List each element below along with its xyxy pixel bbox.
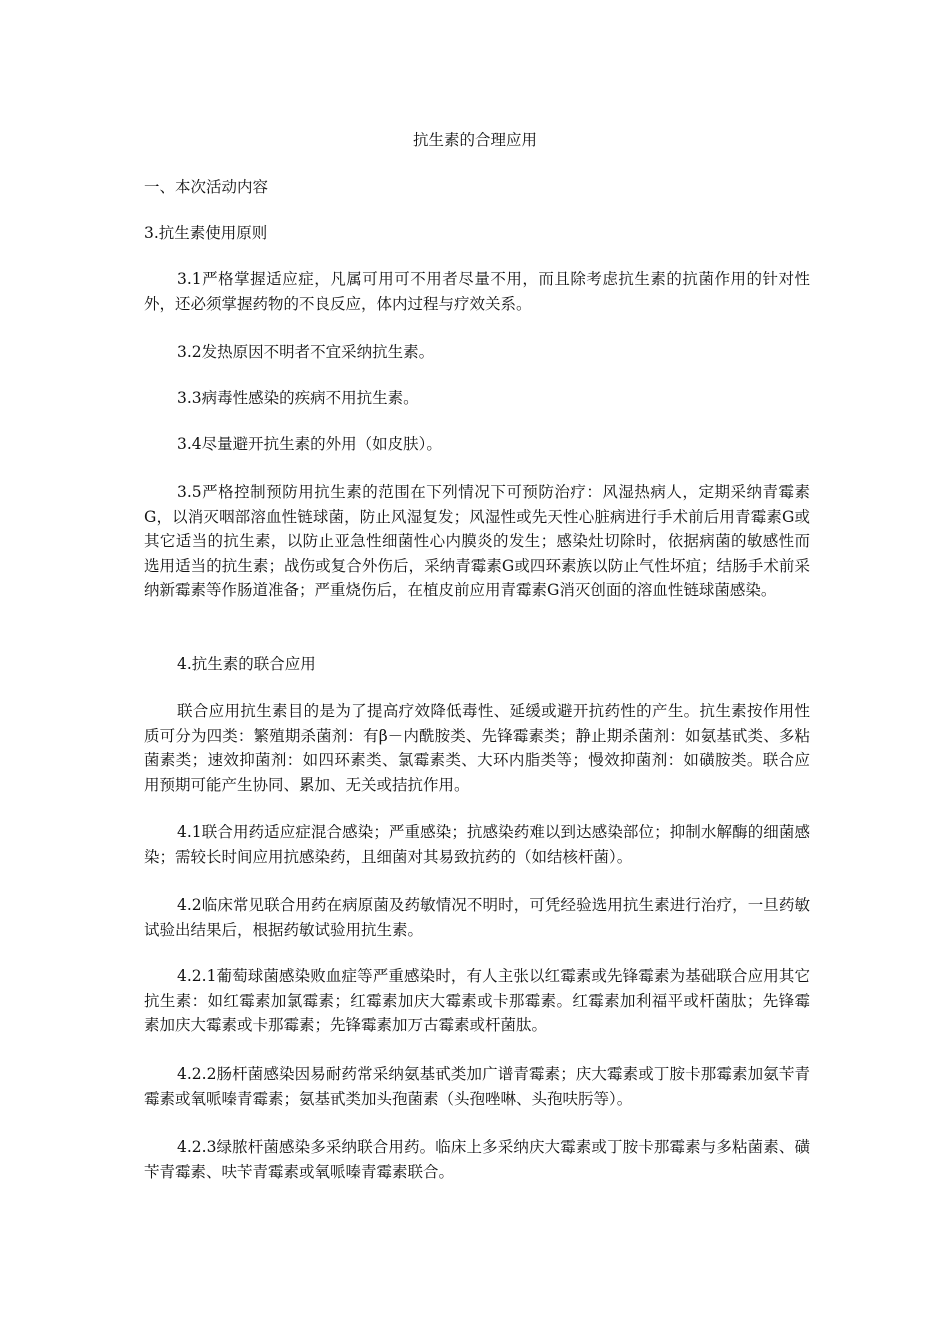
paragraph-4-2: 4.2临床常见联合用药在病原菌及药敏情况不明时，可凭经验选用抗生素进行治疗，一旦药敏试验出结果后，根据药敏试验用抗生素。 <box>144 896 810 939</box>
subsection-heading-4: 4.抗生素的联合应用 <box>177 655 316 673</box>
subsection-heading-3: 3.抗生素使用原则 <box>144 224 268 242</box>
paragraph-3-4: 3.4尽量避开抗生素的外用（如皮肤）。 <box>177 435 442 453</box>
paragraph-3-3: 3.3病毒性感染的疾病不用抗生素。 <box>177 389 419 407</box>
paragraph-4-2-3: 4.2.3绿脓杆菌感染多采纳联合用药。临床上多采纳庆大霉素或丁胺卡那霉素与多粘菌素、磺苄青霉素、呋苄青霉素或氧哌嗪青霉素联合。 <box>144 1138 810 1181</box>
paragraph-4-2-1: 4.2.1葡萄球菌感染败血症等严重感染时，有人主张以红霉素或先锋霉素为基础联合应用其它抗生素：如红霉素加氯霉素；红霉素加庆大霉素或卡那霉素。红霉素加利福平或杆菌肽；先锋霉素加庆大霉素或卡那霉素；先锋霉素加万古霉素或杆菌肽。 <box>144 967 810 1034</box>
paragraph-3-2: 3.2发热原因不明者不宜采纳抗生素。 <box>177 343 435 361</box>
section-heading: 一、本次活动内容 <box>144 178 269 196</box>
paragraph-4-intro: 联合应用抗生素目的是为了提高疗效降低毒性、延缓或避开抗药性的产生。抗生素按作用性质可分为四类：繁殖期杀菌剂：有β－内酰胺类、先锋霉素类；静止期杀菌剂：如氨基甙类、多粘菌素类；速效抑菌剂：如四环素类、氯霉素类、大环内脂类等；慢效抑菌剂：如磺胺类。联合应用预期可能产生协同、累加、无关或拮抗作用。 <box>144 702 810 794</box>
paragraph-4-1: 4.1联合用药适应症混合感染；严重感染；抗感染药难以到达感染部位；抑制水解酶的细菌感染；需较长时间应用抗感染药，且细菌对其易致抗药的（如结核杆菌）。 <box>144 823 810 866</box>
paragraph-3-1: 3.1严格掌握适应症，凡属可用可不用者尽量不用，而且除考虑抗生素的抗菌作用的针对性外，还必须掌握药物的不良反应，体内过程与疗效关系。 <box>144 270 810 313</box>
paragraph-4-2-2: 4.2.2肠杆菌感染因易耐药常采纳氨基甙类加广谱青霉素；庆大霉素或丁胺卡那霉素加氨苄青霉素或氧哌嗪青霉素；氨基甙类加头孢菌素（头孢唑啉、头孢呋肟等）。 <box>144 1065 810 1108</box>
document-title: 抗生素的合理应用 <box>412 131 537 149</box>
paragraph-3-5: 3.5严格控制预防用抗生素的范围在下列情况下可预防治疗：风湿热病人，定期采纳青霉素G，以消灭咽部溶血性链球菌，防止风湿复发；风湿性或先天性心脏病进行手术前后用青霉素G或其它适当的抗生素，以防止亚急性细菌性心内膜炎的发生；感染灶切除时，依据病菌的敏感性而选用适当的抗生素；战伤或复合外伤后，采纳青霉素G或四环素族以防止气性坏疽；结肠手术前采纳新霉素等作肠道准备；严重烧伤后，在植皮前应用青霉素G消灭创面的溶血性链球菌感染。 <box>144 483 810 599</box>
